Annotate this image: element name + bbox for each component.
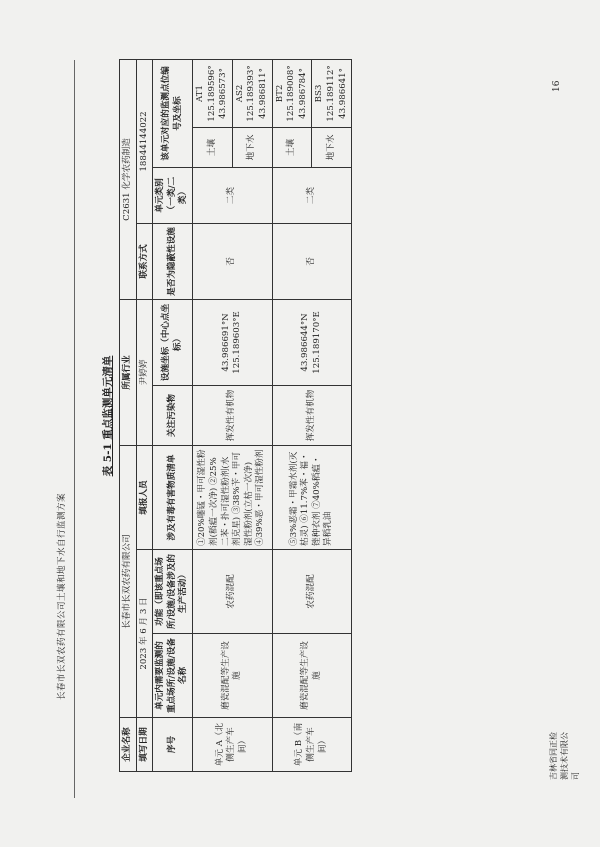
function-text: 农药混配 (272, 550, 352, 634)
hidden-flag: 否 (272, 223, 352, 299)
coord-n: 43.986691°N (220, 313, 231, 372)
point-info (192, 59, 232, 127)
point-id: BT2 (274, 84, 285, 103)
coord-n: 43.986644°N (300, 313, 311, 372)
meta-row-2 (136, 59, 153, 771)
meta-row-1 (120, 59, 137, 771)
coord-e: 125.189170°E (311, 311, 322, 374)
point-id: AT1 (194, 85, 205, 102)
substances-list: ①20%噻锰・甲可湿性粉剂(稻瘟一次净) ②25%二苯・扑可湿性粉剂(水剂克星) ③38%苄・甲可湿性粉剂(立枯一次净) ④39%恶・甲可湿性粉剂 (192, 445, 272, 549)
table-caption: 表 5-1 重点监测单元清单 (102, 355, 114, 477)
date-label: 填写日期 (136, 718, 153, 772)
monitoring-unit-table (119, 59, 352, 772)
col-header: 涉及有毒有害物质清单 (153, 445, 193, 549)
industry-value: C2631 化学农药制造 (120, 59, 137, 299)
rotated-table-block (100, 60, 352, 772)
point-lon: 125.189596° (206, 65, 217, 122)
point-medium: 地下水 (312, 127, 352, 167)
company-value: 长春市长双农药有限公司 (120, 445, 137, 717)
col-header: 功能（即该重点场所/设施/设备涉及的生产活动） (153, 550, 193, 634)
table-row (272, 59, 312, 771)
point-info (272, 59, 312, 127)
col-header: 单元内需要监测的重点场所/设施/设备名称 (153, 634, 193, 718)
unit-category: 二类 (272, 167, 352, 223)
date-value: 2023 年 6 月 3 日 (136, 550, 153, 718)
function-text: 农药混配 (192, 550, 272, 634)
point-lon: 125.189112° (325, 65, 336, 122)
substances-list: ⑤3%恶霜・甲霜水剂(灭枯灵) ⑥11.7%苯・福・锉种衣剂 ⑦40%稻瘟・异稻乳油 (272, 445, 352, 549)
facility-name: 磨瓷混配等生产设施 (272, 634, 352, 718)
company-label: 企业名称 (120, 718, 137, 772)
point-medium: 土壤 (192, 127, 232, 167)
col-header: 单元类别（一类/二类） (153, 167, 193, 223)
unit-category: 二类 (192, 167, 272, 223)
point-medium: 土壤 (272, 127, 312, 167)
facility-coordinate (272, 299, 352, 385)
col-header: 序号 (153, 718, 193, 772)
page-number: 16 (552, 80, 562, 92)
coord-e: 125.189603°E (232, 311, 243, 374)
point-lat: 43.986641° (337, 68, 348, 119)
table-row (192, 59, 232, 771)
point-id: BS3 (314, 84, 325, 103)
contact-value: 18844144022 (136, 59, 153, 223)
contact-label: 联系方式 (136, 223, 153, 299)
point-lon: 125.189008° (286, 65, 297, 122)
col-header: 该单元对应的监测点位编号及坐标 (153, 59, 193, 167)
col-header: 设施坐标（中心点坐标） (153, 299, 193, 385)
point-medium: 地下水 (232, 127, 272, 167)
point-lat: 43.986573° (218, 68, 229, 119)
facility-name: 磨瓷混配等生产设施 (192, 634, 272, 718)
point-info (312, 59, 352, 127)
unit-name: 单元 A（北侧生产车间） (192, 718, 272, 772)
pollutant: 挥发性有机物 (192, 385, 272, 445)
header-rule (74, 60, 75, 798)
unit-name: 单元 B（南侧生产车间） (272, 718, 352, 772)
industry-label: 所属行业 (120, 299, 137, 445)
col-header: 关注污染物 (153, 385, 193, 445)
page-footer: 吉林省同正检测技术有限公司 (549, 732, 580, 780)
filler-label: 填报人员 (136, 445, 153, 549)
page-header: 长春市长双农药有限公司土壤和地下水自行监测方案 (57, 492, 67, 700)
pollutant: 挥发性有机物 (272, 385, 352, 445)
column-header-row (153, 59, 193, 771)
filler-value: 尹婷婷 (136, 299, 153, 445)
point-id: AS2 (234, 84, 245, 103)
point-lat: 43.986811° (257, 68, 268, 119)
hidden-flag: 否 (192, 223, 272, 299)
point-info (232, 59, 272, 127)
point-lon: 125.189393° (246, 65, 257, 122)
col-header: 是否为隐蔽性设施 (153, 223, 193, 299)
facility-coordinate (192, 299, 272, 385)
point-lat: 43.986784° (297, 68, 308, 119)
